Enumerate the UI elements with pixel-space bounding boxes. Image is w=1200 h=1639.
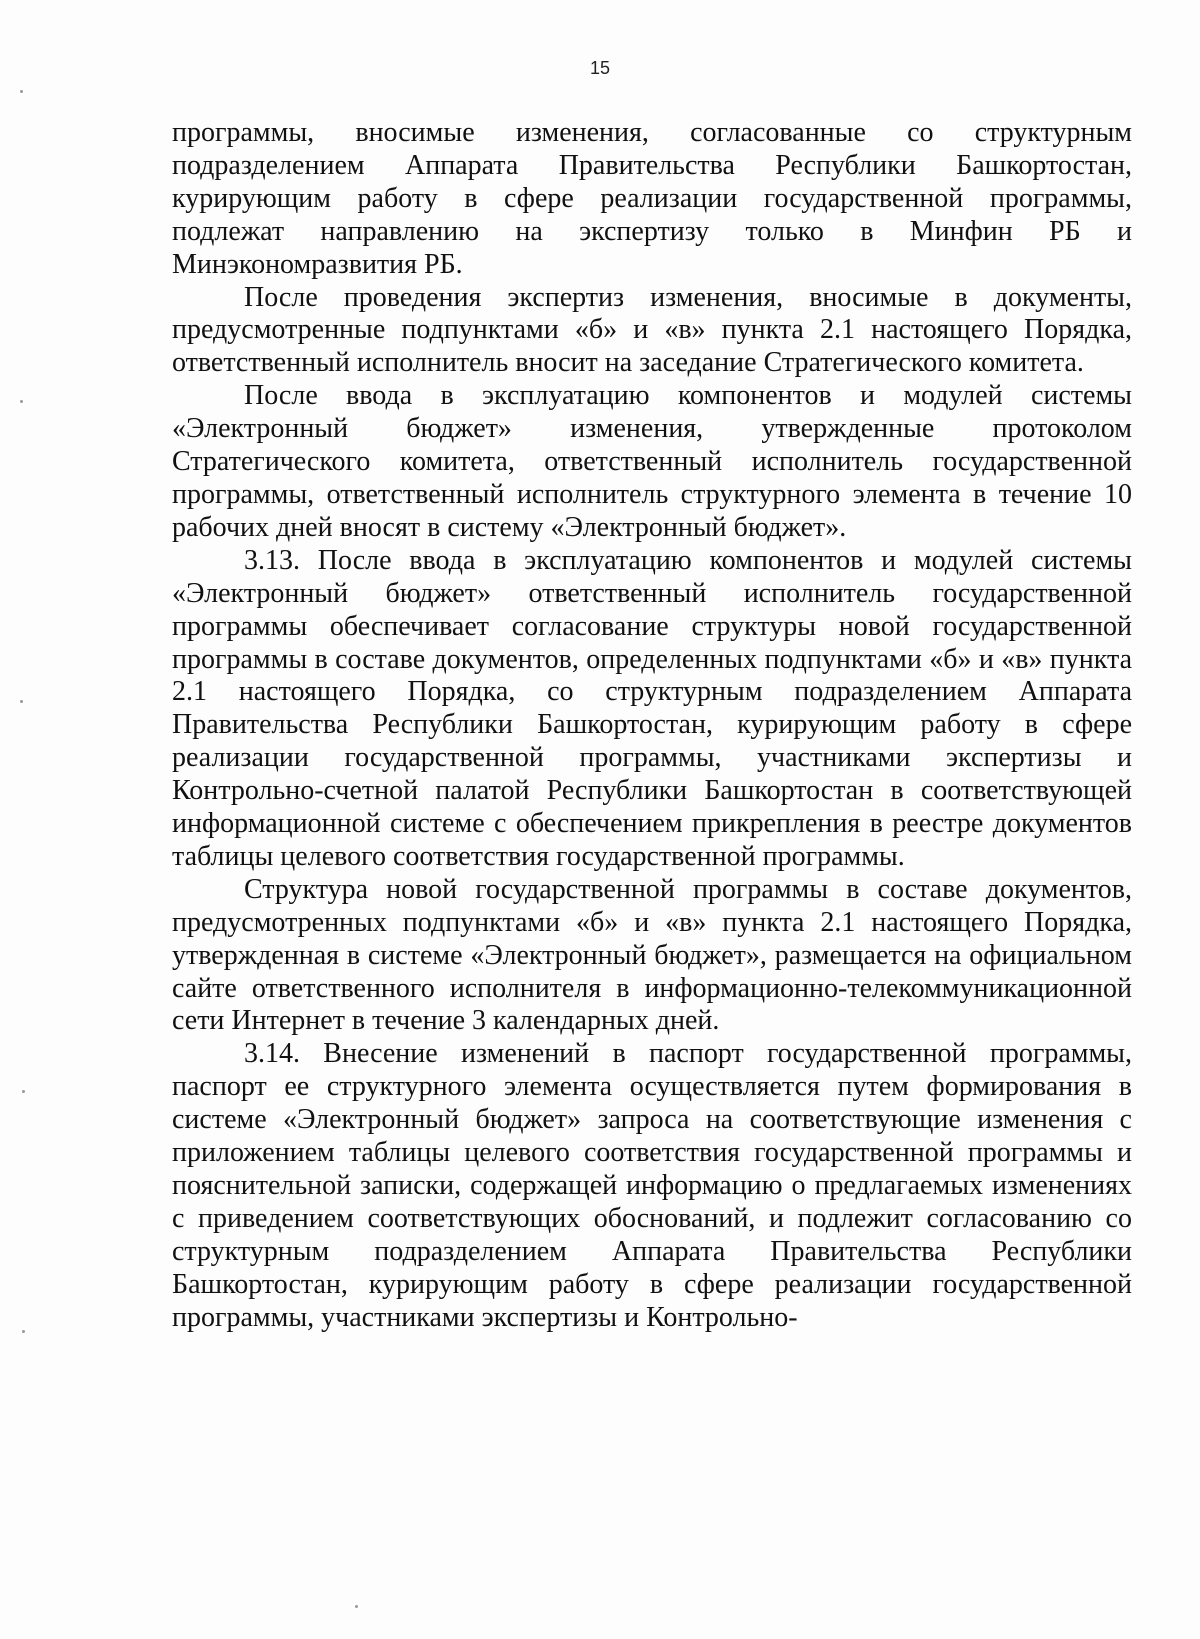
scan-speck	[20, 90, 23, 93]
paragraph: После проведения экспертиз изменения, вносимые в документы, предусмотренные подпунктами «б» и «в» пункта 2.1 настоящего Порядка, ответственный исполнитель вносит на заседание Стратегического комитета.	[172, 281, 1132, 379]
scan-speck	[20, 700, 23, 703]
paragraph: 3.14. Внесение изменений в паспорт государственной программы, паспорт ее структурного элемента осуществляется путем формирования в системе «Электронный бюджет» запроса на соответствующие изменения с приложением таблицы целевого соответствия государственной программы и пояснительной записки, содержащей информацию о предлагаемых изменениях с приведением соответствующих обоснований, и подлежит согласованию со структурным подразделением Аппарата Правительства Республики Башкортостан, курирующим работу в сфере реализации государственной программы, участниками экспертизы и Контрольно-	[172, 1038, 1132, 1333]
page-number: 15	[589, 58, 611, 78]
paragraph: программы, вносимые изменения, согласованные со структурным подразделением Аппарата Правительства Республики Башкортостан, курирующим работу в сфере реализации государственной программы, подлежат направлению на экспертизу только в Минфин РБ и Минэкономразвития РБ.	[172, 117, 1132, 280]
document-body	[172, 117, 1132, 1335]
paragraph: После ввода в эксплуатацию компонентов и модулей системы «Электронный бюджет» изменения, утвержденные протоколом Стратегического комитета, ответственный исполнитель государственной программы, ответственный исполнитель структурного элемента в течение 10 рабочих дней вносят в систему «Электронный бюджет».	[172, 380, 1132, 543]
scan-speck	[355, 1605, 358, 1608]
paragraph: Структура новой государственной программы в составе документов, предусмотренных подпунктами «б» и «в» пункта 2.1 настоящего Порядка, утвержденная в системе «Электронный бюджет», размещается на официальном сайте ответственного исполнителя в информационно-телекоммуникационной сети Интернет в течение 3 календарных дней.	[172, 873, 1132, 1037]
paragraph: 3.13. После ввода в эксплуатацию компонентов и модулей системы «Электронный бюджет» ответственный исполнитель государственной программы обеспечивает согласование структуры новой государственной программы в составе документов, определенных подпунктами «б» и «в» пункта 2.1 настоящего Порядка, со структурным подразделением Аппарата Правительства Республики Башкортостан, курирующим работу в сфере реализации государственной программы, участниками экспертизы и Контрольно-счетной палатой Республики Башкортостан в соответствующей информационной системе с обеспечением прикрепления в реестре документов таблицы целевого соответствия государственной программы.	[172, 544, 1132, 872]
scan-speck	[22, 1090, 25, 1093]
scan-speck	[22, 1330, 25, 1333]
scan-speck	[20, 400, 23, 403]
